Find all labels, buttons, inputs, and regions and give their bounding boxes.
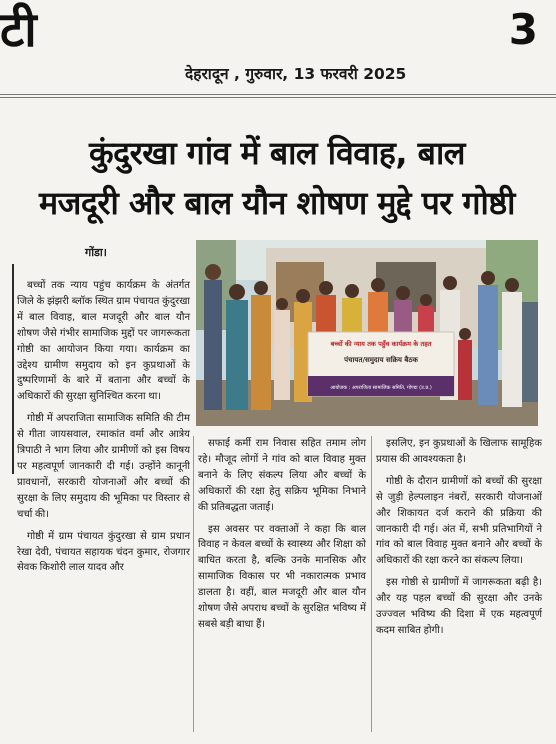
banner-line-1: बच्चों की न्याय तक पहुँच कार्यक्रम के तहत xyxy=(330,340,432,348)
column-divider-1 xyxy=(193,436,194,732)
banner-footer: आयोजक : अपराजिता सामाजिक समिति, गोण्डा (उ.प्र.) xyxy=(330,385,432,391)
column-2-paragraph-1: सफाई कर्मी राम निवास सहित तमाम लोग रहे। मौजूद लोगों ने गांव को बाल विवाह मुक्त बनाने के लिए संकल्प लिया और बच्चों के अधिकारों की रक्षा हेतु सक्रिय भूमिका निभाने की प्रतिबद्धता जताई। xyxy=(198,438,366,513)
column-3-paragraph-1: इसलिए, इन कुप्रथाओं के खिलाफ सामूहिक प्रयास की आवश्यकता है। xyxy=(376,438,542,465)
column-2 xyxy=(198,436,366,639)
banner-line-2: पंचायत/समुदाय सक्रिय बैठक xyxy=(344,356,418,364)
masthead-fragment: टी xyxy=(0,2,35,58)
column-3-paragraph-2: गोष्ठी के दौरान ग्रामीणों को बच्चों की सुरक्षा से जुड़ी हेल्पलाइन नंबरों, सरकारी योजनाओं और शिकायत दर्ज कराने की प्रक्रिया की जानकारी दी गई। अंत में, सभी प्रतिभागियों ने गांव को बाल विवाह मुक्त बनाने और बच्चों के अधिकारों की रक्षा करने का संकल्प लिया। xyxy=(376,475,542,567)
column-1-paragraph-1: बच्चों तक न्याय पहुंच कार्यक्रम के अंतर्गत जिले के झंझरी ब्लॉक स्थित ग्राम पंचायत कुंदुरखा में बाल विवाह, बाल मजदूरी और बाल यौन शोषण जैसे गंभीर सामाजिक मुद्दों पर जागरूकता गोष्ठी का आयोजन किया गया। कार्यक्रम का उद्देश्य ग्रामीण समुदाय को इन कुप्रथाओं के दुष्परिणामों के बारे में बताना और बच्चों के अधिकारों की सुरक्षा सुनिश्चित करना था। xyxy=(17,280,190,403)
lead-bar xyxy=(12,264,14,474)
column-1-paragraph-2: गोष्ठी में अपराजिता सामाजिक समिति की टीम से गीता जायसवाल, रमाकांत वर्मा और आत्रेय त्रिपाठी ने भाग लिया और ग्रामीणों को इस विषय पर महत्वपूर्ण जानकारी दी गई। उन्होंने कानूनी प्रावधानों, सरकारी योजनाओं और बच्चों की सुरक्षा के लिए समुदाय की भूमिका पर विस्तार से चर्चा की। xyxy=(17,413,190,520)
page-number: 3 xyxy=(508,5,538,54)
photo-illustration xyxy=(196,240,538,426)
column-3-paragraph-3: इस गोष्ठी से ग्रामीणों में जागरूकता बढ़ी है। और यह पहल बच्चों की सुरक्षा और उनके उज्ज्वल भविष्य की दिशा में एक महत्वपूर्ण कदम साबित होगी। xyxy=(376,577,542,636)
dateline: देहरादून , गुरुवार, 13 फरवरी 2025 xyxy=(185,65,407,83)
article-headline xyxy=(12,128,542,238)
column-divider-2 xyxy=(371,436,372,732)
article-byline: गोंडा। xyxy=(85,246,107,259)
top-rule xyxy=(0,94,556,95)
column-1 xyxy=(17,278,190,582)
headline-line-2: मजदूरी और बाल यौन शोषण मुद्दे पर गोष्ठी xyxy=(39,184,515,222)
column-3 xyxy=(376,436,542,645)
article-photo xyxy=(196,240,538,426)
headline-line-1: कुंदुरखा गांव में बाल विवाह, बाल xyxy=(89,134,465,172)
column-1-paragraph-3: गोष्ठी में ग्राम पंचायत कुंदुरखा से ग्राम प्रधान रेखा देवी, पंचायत सहायक चंदन कुमार, रोजगार सेवक किशोरी लाल यादव और xyxy=(17,530,190,574)
top-rule-thin xyxy=(0,97,556,98)
column-2-paragraph-2: इस अवसर पर वक्ताओं ने कहा कि बाल विवाह न केवल बच्चों के स्वास्थ्य और शिक्षा को बाधित करता है, बल्कि उनके मानसिक और सामाजिक विकास पर भी नकारात्मक प्रभाव डालता है। वहीं, बाल मजदूरी और बाल यौन शोषण जैसे अपराध बच्चों के सुरक्षित भविष्य में सबसे बड़ी बाधा हैं। xyxy=(198,523,366,630)
